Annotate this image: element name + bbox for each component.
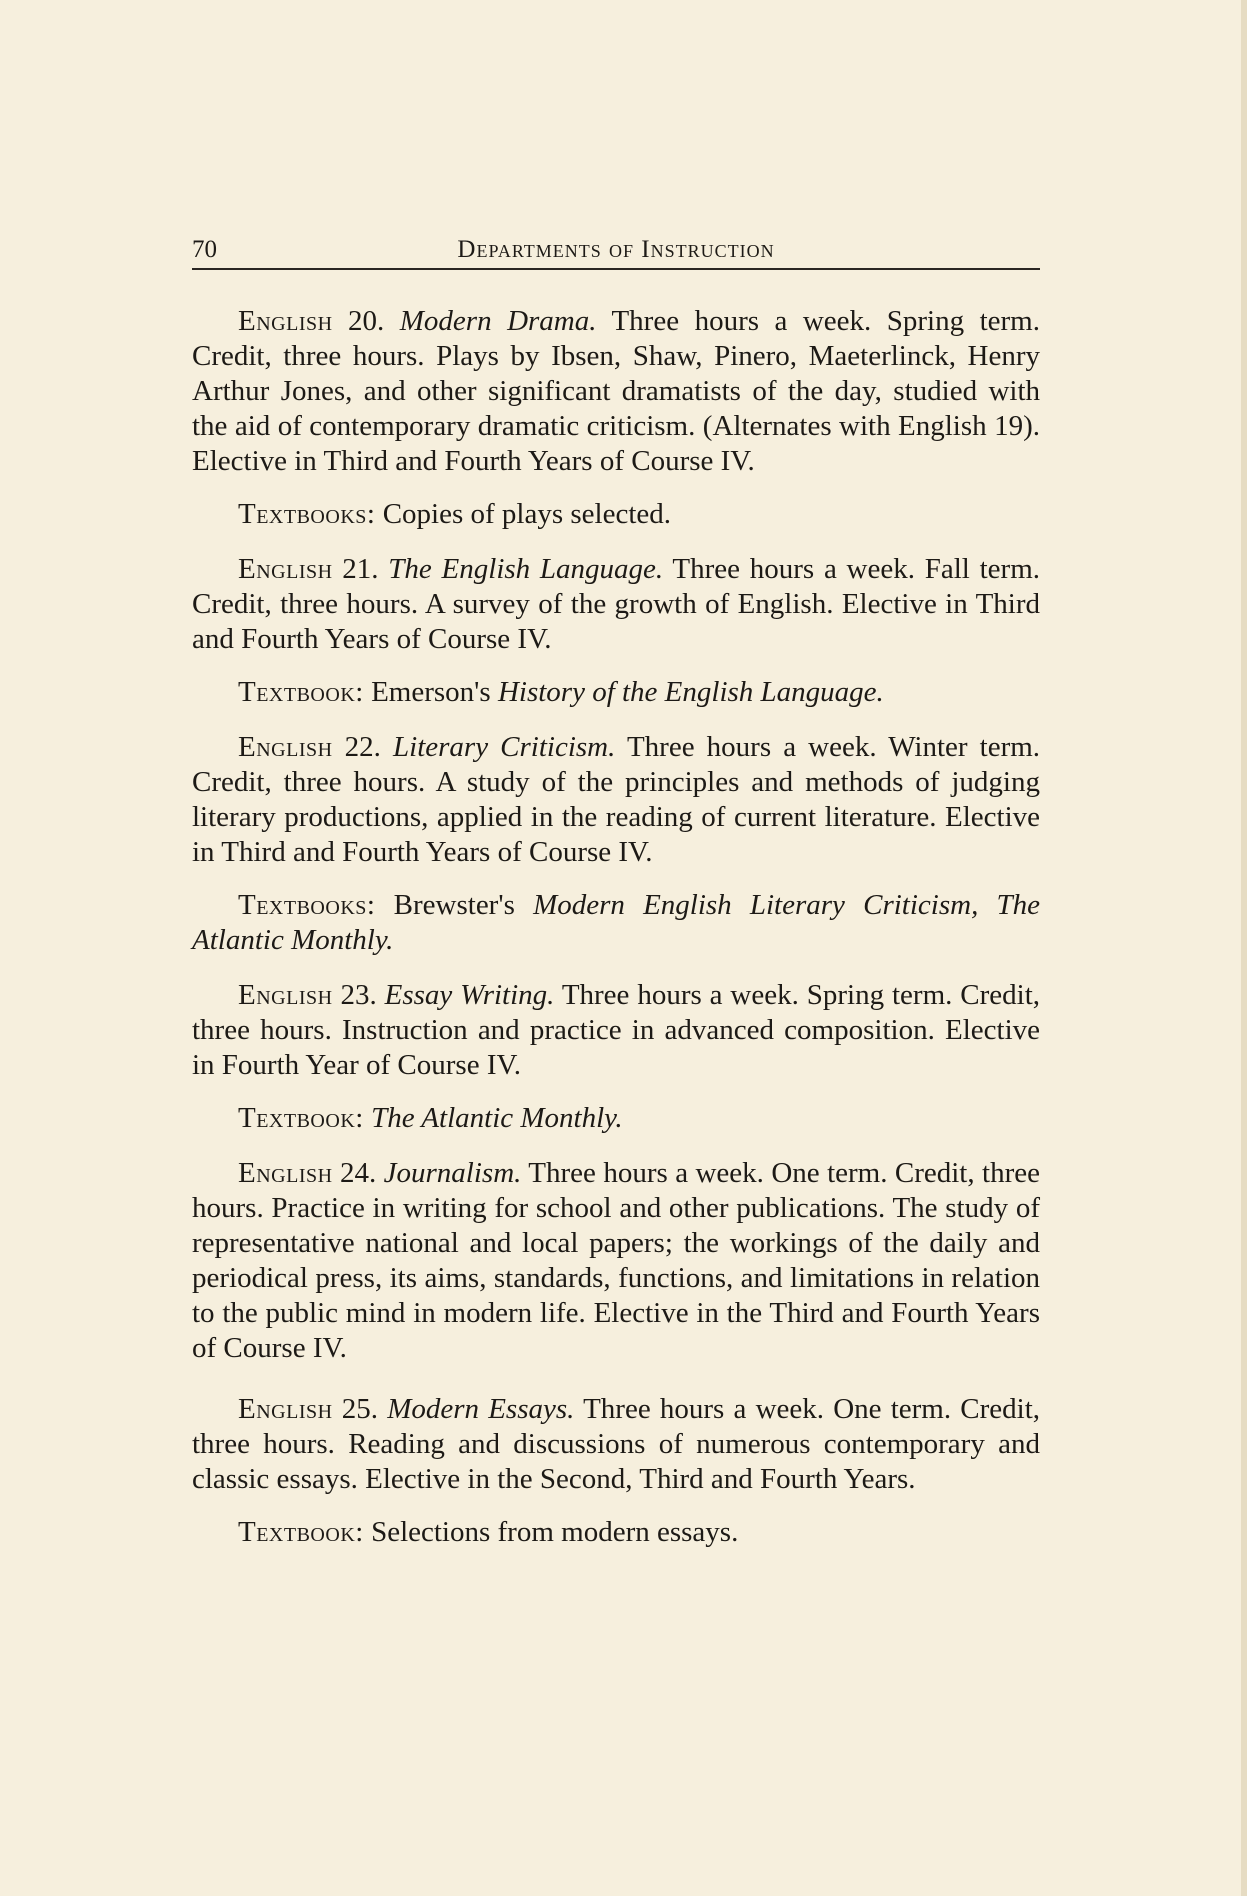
course-label: English [238, 553, 333, 585]
course-title: Literary Criticism. [393, 731, 616, 763]
textbook-line-english-25 [192, 1515, 1040, 1550]
course-label: English [238, 1393, 333, 1425]
textbook-line-english-22 [192, 888, 1040, 958]
course-entry-english-24 [192, 1156, 1040, 1366]
course-number: 23. [340, 979, 377, 1011]
textbook-text: Copies of plays selected. [382, 498, 672, 530]
page-header [192, 236, 1040, 270]
course-entry-english-20 [192, 304, 1040, 479]
textbook-text: Selections from modern essays. [371, 1516, 739, 1548]
textbook-title: History of the English Language. [497, 676, 884, 708]
course-title: Modern Drama. [399, 305, 597, 337]
course-title: Essay Writing. [384, 979, 555, 1011]
course-description: Three hours a week. One term. Credit, three hours. Reading and discussions of numerous contemporary and classic essays. Elective in the Second, Third and Fourth Years. [192, 1393, 1041, 1495]
course-label: English [238, 305, 333, 337]
textbook-label: Textbook: [238, 676, 364, 708]
course-description: Three hours a week. Spring term. Credit, three hours. Instruction and practice in advanced composition. Elective in Fourth Year of Course IV. [192, 979, 1041, 1081]
textbook-label: Textbooks: [238, 498, 376, 530]
textbook-line-english-23 [192, 1101, 1040, 1136]
course-entry-english-21 [192, 552, 1040, 657]
page-number: 70 [192, 236, 217, 263]
page-body [192, 304, 1040, 1570]
course-description: Three hours a week. Winter term. Credit, three hours. A study of the principles and methods of judging literary productions, applied in the reading of current literature. Elective in Third and Fourth Years of Course IV. [192, 731, 1041, 868]
course-entry-english-25 [192, 1392, 1040, 1497]
course-number: 22. [344, 731, 381, 763]
course-description: Three hours a week. Fall term. Credit, three hours. A survey of the growth of English. Elective in Third and Fourth Years of Course IV. [192, 553, 1040, 655]
textbook-title: Modern English Literary Criticism, The Atlantic Monthly. [192, 889, 1041, 956]
textbook-label: Textbooks: [238, 889, 376, 921]
running-head: Departments of Instruction [457, 236, 775, 263]
textbook-title: The Atlantic Monthly. [371, 1102, 623, 1134]
textbook-text: Emerson's [371, 676, 491, 708]
course-number: 21. [342, 553, 379, 585]
textbook-line-english-20 [192, 497, 1040, 532]
course-entry-english-22 [192, 730, 1040, 870]
course-label: English [238, 731, 333, 763]
course-entry-english-23 [192, 978, 1040, 1083]
course-description: Three hours a week. Spring term. Credit, three hours. Plays by Ibsen, Shaw, Pinero, Maeterlinck, Henry Arthur Jones, and other significant dramatists of the day, studied with the aid of contemporary dramatic criticism. (Alternates with English 19). Elective in Third and Fourth Years of Course IV. [192, 305, 1040, 477]
textbook-label: Textbook: [238, 1102, 364, 1134]
textbook-label: Textbook: [238, 1516, 364, 1548]
page-edge-shadow [1241, 0, 1247, 1896]
course-label: English [238, 1157, 333, 1189]
course-label: English [238, 979, 333, 1011]
course-description: Three hours a week. One term. Credit, three hours. Practice in writing for school and other publications. The study of representative national and local papers; the workings of the daily and periodical press, its aims, standards, functions, and limitations in relation to the public mind in modern life. Elective in the Third and Fourth Years of Course IV. [192, 1157, 1040, 1364]
textbook-text: Brewster's [393, 889, 515, 921]
course-title: The English Language. [388, 553, 664, 585]
course-number: 20. [348, 305, 385, 337]
textbook-line-english-21 [192, 675, 1040, 710]
course-number: 24. [339, 1157, 377, 1189]
course-title: Modern Essays. [387, 1393, 575, 1425]
course-title: Journalism. [383, 1157, 522, 1189]
course-number: 25. [341, 1393, 378, 1425]
